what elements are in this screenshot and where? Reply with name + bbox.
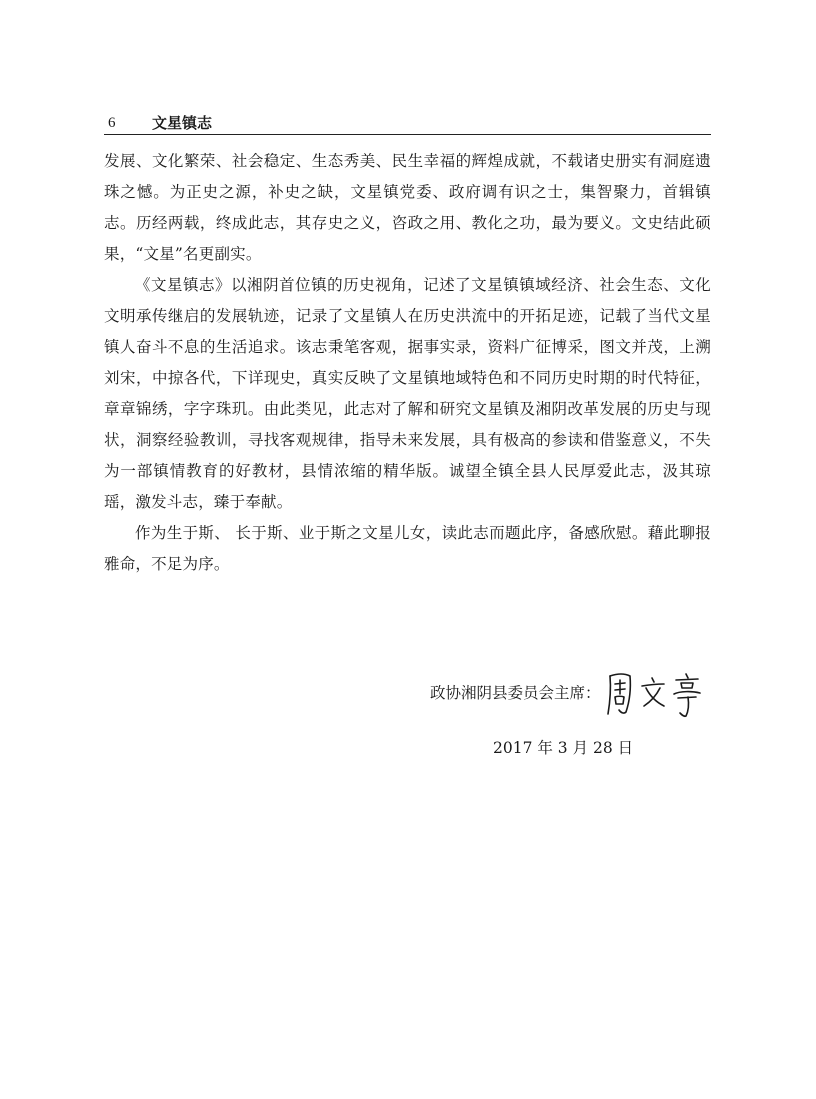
body-text bbox=[104, 146, 711, 580]
running-title: 文星镇志 bbox=[152, 114, 213, 132]
page-number: 6 bbox=[108, 115, 116, 131]
page-header bbox=[104, 114, 711, 135]
signature-date: 2017 年 3 月 28 日 bbox=[493, 739, 634, 757]
signatory-title: 政协湘阴县委员会主席： bbox=[430, 684, 601, 702]
handwritten-signature bbox=[600, 670, 710, 718]
paragraph-continuation: 发展、文化繁荣、社会稳定、生态秀美、民生幸福的辉煌成就，不载诸史册实有洞庭遗珠之憾。为正史之源，补史之缺，文星镇党委、政府调有识之士，集智聚力，首辑镇志。历经两载，终成此志，其存史之义，咨政之用、教化之功，最为要义。文史结此硕果，“文星”名更副实。 bbox=[104, 152, 711, 263]
paragraph-closing: 作为生于斯、 长于斯、业于斯之文星儿女，读此志而题此序，备感欣慰。藉此聊报雅命，不足为序。 bbox=[104, 524, 711, 573]
paragraph-book-summary: 《文星镇志》以湘阴首位镇的历史视角，记述了文星镇镇域经济、社会生态、文化文明承传继启的发展轨迹，记录了文星镇人在历史洪流中的开拓足迹，记载了当代文星镇人奋斗不息的生活追求。该志秉笔客观，据事实录，资料广征博采，图文并茂，上溯刘宋，中掠各代，下详现史，真实反映了文星镇地域特色和不同历史时期的时代特征，章章锦绣，字字珠玑。由此类见，此志对了解和研究文星镇及湘阴改革发展的历史与现状，洞察经验教训，寻找客观规律，指导未来发展，具有极高的参读和借鉴意义，不失为一部镇情教育的好教材，县情浓缩的精华版。诚望全镇全县人民厚爱此志，汲其琼瑶，激发斗志，臻于奉献。 bbox=[104, 276, 711, 511]
signature-block bbox=[430, 670, 730, 720]
